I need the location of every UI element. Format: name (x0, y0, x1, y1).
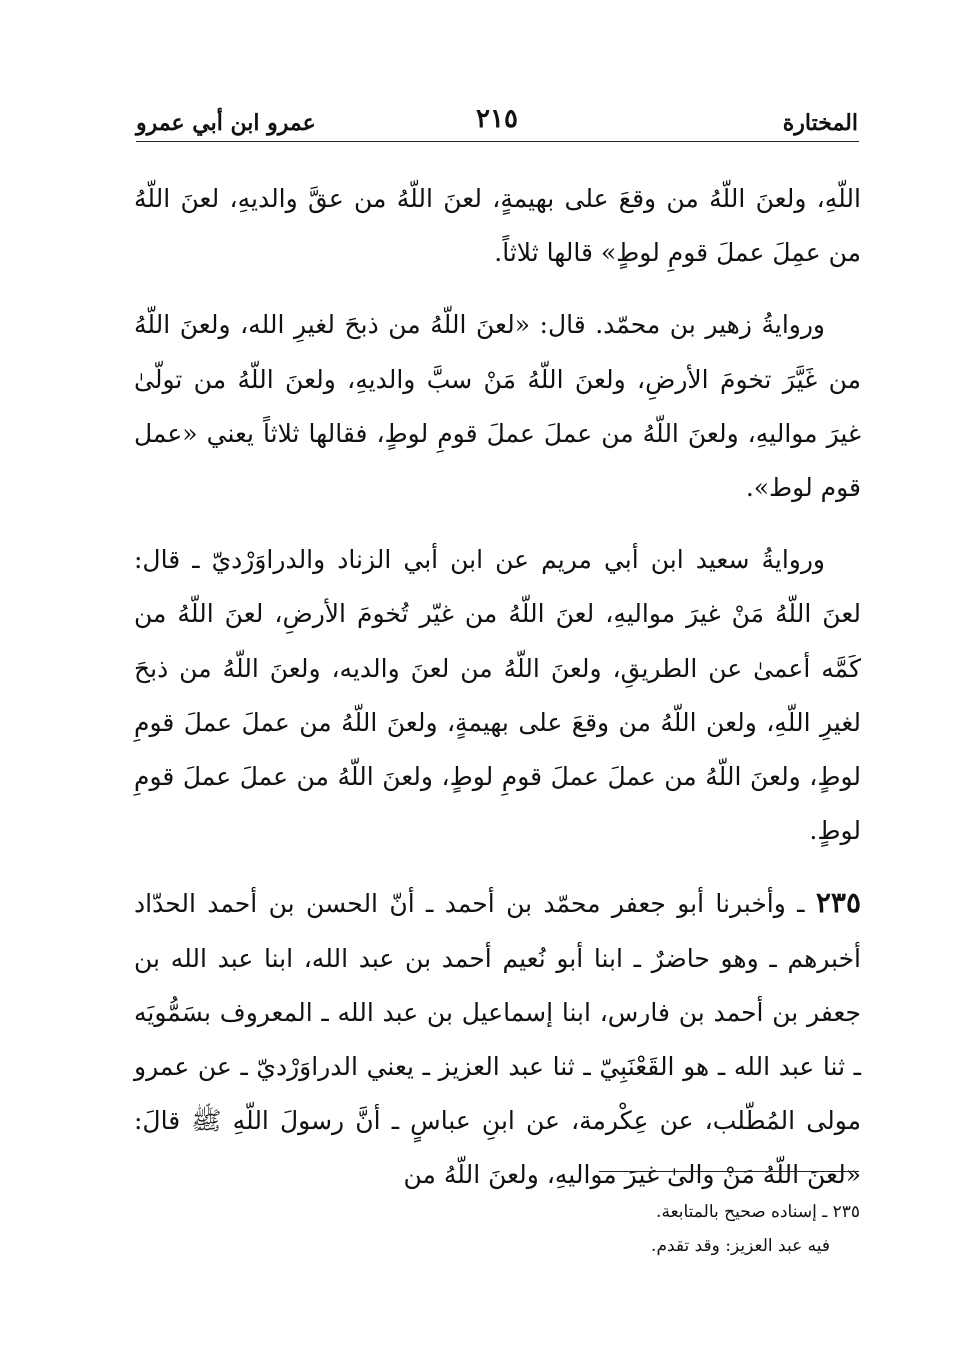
footnote-2: فيه عبد العزيز: وقد تقدم. (651, 1236, 830, 1256)
page-number: ٢١٥ (476, 104, 518, 134)
hadith-text: ـ وأخبرنا أبو جعفر محمّد بن أحمد ـ أنّ الحسن بن أحمد الحدّاد أخبرهم ـ وهو حاضرٌ ـ ابنا أبو نُعيم أحمد بن عبد الله، ابنا عبد الله بن جعفر بن أحمد بن فارس، ابنا إسماعيل بن عبد الله ـ المعروف بسَمُّويَه ـ ثنا عبد الله ـ هو القَعْنَبِيّ ـ ثنا عبد العزيز ـ يعني الدراوَرْديّ ـ عن عمرو مولى المُطّلب، عن عِكْرمة، عن ابنِ عباسٍ ـ أنَّ رسولَ اللّهِ ﷺ قالَ: «لعنَ اللّهُ مَنْ والىٰ غيرَ مواليهِ، ولعنَ اللّهُ من (134, 889, 861, 1190)
header-rule (136, 141, 859, 142)
footnote-rule (599, 1171, 859, 1172)
paragraph-saeed-narration: وروايةُ سعيد ابن أبي مريم عن ابن أبي الزناد والدراوَرْديّ ـ قال: لعنَ اللّهُ مَنْ غيرَ مواليهِ، لعنَ اللّهُ من غيّر تُخومَ الأرضِ، لعنَ اللّهُ من كَمَّه أعمىٰ عن الطريقِ، ولعنَ اللّهُ من لعنَ والديه، ولعنَ اللّهُ من ذبحَ لغيرِ اللّهِ، ولعن اللّهُ من وقعَ على بهيمةٍ، ولعنَ اللّهُ من عملَ عملَ قومِ لوطٍ، ولعنَ اللّهُ من عملَ عملَ قومِ لوطٍ، ولعنَ اللّهُ من عملَ عملَ قومِ لوطٍ. (134, 545, 861, 846)
paragraph-zuhair-narration: وروايةُ زهير بن محمّد. قال: «لعنَ اللّهُ من ذبحَ لغيرِ الله، ولعنَ اللّهُ من غَيَّرَ تخومَ الأرضِ، ولعنَ اللّهُ مَنْ سبَّ والديهِ، ولعنَ اللّهُ من تولّىٰ غيرَ مواليهِ، ولعنَ اللّهُ من عملَ عملَ قومِ لوطٍ، فقالها ثلاثاً يعني «عمل قوم لوط». (134, 310, 861, 503)
paragraph-continuation: اللّهِ، ولعنَ اللّهُ من وقعَ على بهيمةٍ، لعنَ اللّهُ من عقَّ والديهِ، لعنَ اللّهُ من عمِلَ عملَ قومِ لوطٍ» قالها ثلاثاً. (134, 184, 861, 268)
book-title: المختارة (782, 110, 858, 136)
hadith-number: ٢٣٥ (815, 886, 861, 920)
footnote-1: ٢٣٥ ـ إسناده صحيح بالمتابعة. (656, 1202, 860, 1222)
hadith-paragraph (134, 876, 861, 1202)
footnotes (400, 1195, 860, 1263)
main-text (134, 172, 861, 1203)
chapter-title: عمرو ابن أبي عمرو (136, 110, 316, 136)
running-header (136, 104, 858, 140)
